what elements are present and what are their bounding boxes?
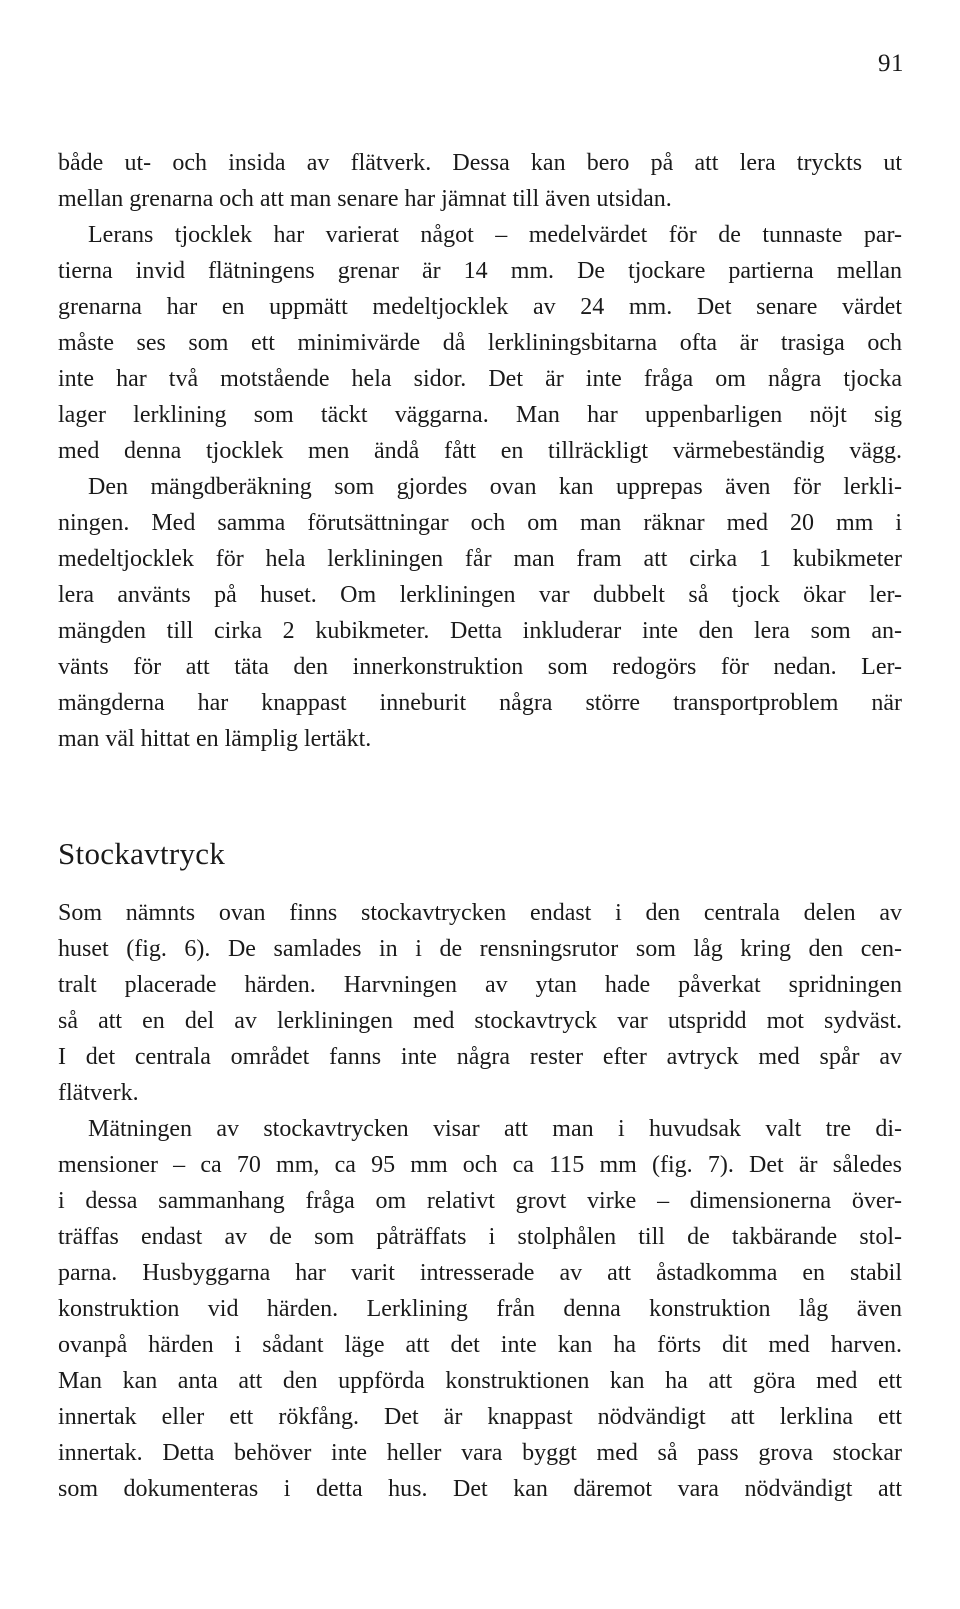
text-line: konstruktion vid härden. Lerklining från denna konstruktion låg även xyxy=(58,1296,902,1322)
text-line: mängden till cirka 2 kubikmeter. Detta inkluderar inte den lera som an- xyxy=(58,618,902,644)
text-line: Lerans tjocklek har varierat något – medelvärdet för de tunnaste par- xyxy=(88,222,902,248)
text-line: med denna tjocklek men ändå fått en tillräckligt värmebeständig vägg. xyxy=(58,438,902,464)
text-line: grenarna har en uppmätt medeltjocklek av 24 mm. Det senare värdet xyxy=(58,294,902,320)
text-line: I det centrala området fanns inte några rester efter avtryck med spår av xyxy=(58,1044,902,1070)
text-line: mensioner – ca 70 mm, ca 95 mm och ca 115 mm (fig. 7). Det är således xyxy=(58,1152,902,1178)
text-line: Den mängdberäkning som gjordes ovan kan upprepas även för lerkli- xyxy=(88,474,902,500)
text-line: så att en del av lerkliningen med stockavtryck var utspridd mot sydväst. xyxy=(58,1008,902,1034)
text-line: innertak. Detta behöver inte heller vara byggt med så pass grova stockar xyxy=(58,1440,902,1466)
text-line: innertak eller ett rökfång. Det är knappast nödvändigt att lerklina ett xyxy=(58,1404,902,1430)
text-line: mängderna har knappast inneburit några större transportproblem när xyxy=(58,690,902,716)
text-line: man väl hittat en lämplig lertäkt. xyxy=(58,726,372,752)
section-1-text xyxy=(58,145,902,757)
section-2-text xyxy=(58,895,902,1507)
text-line: lera använts på huset. Om lerkliningen var dubbelt så tjock ökar ler- xyxy=(58,582,902,608)
text-line: ningen. Med samma förutsättningar och om man räknar med 20 mm i xyxy=(58,510,902,536)
text-line: huset (fig. 6). De samlades in i de rensningsrutor som låg kring den cen- xyxy=(58,936,902,962)
text-line: tralt placerade härden. Harvningen av ytan hade påverkat spridningen xyxy=(58,972,902,998)
text-line: tierna invid flätningens grenar är 14 mm. De tjockare partierna mellan xyxy=(58,258,902,284)
text-line: träffas endast av de som påträffats i stolphålen till de takbärande stol- xyxy=(58,1224,902,1250)
text-line: måste ses som ett minimivärde då lerkliningsbitarna ofta är trasiga och xyxy=(58,330,902,356)
section-heading: Stockavtryck xyxy=(58,836,226,871)
text-line: parna. Husbyggarna har varit intresserade av att åstadkomma en stabil xyxy=(58,1260,902,1286)
text-line: flätverk. xyxy=(58,1080,139,1106)
text-line: inte har två motstående hela sidor. Det är inte fråga om några tjocka xyxy=(58,366,902,392)
text-line: ovanpå härden i sådant läge att det inte kan ha förts dit med harven. xyxy=(58,1332,902,1358)
text-line: mellan grenarna och att man senare har jämnat till även utsidan. xyxy=(58,186,672,212)
text-line: vänts för att täta den innerkonstruktion som redogörs för nedan. Ler- xyxy=(58,654,902,680)
page-number: 91 xyxy=(878,50,904,77)
text-line: Mätningen av stockavtrycken visar att man i huvudsak valt tre di- xyxy=(88,1116,902,1142)
text-line: som dokumenteras i detta hus. Det kan däremot vara nödvändigt att xyxy=(58,1476,902,1502)
text-line: Man kan anta att den uppförda konstruktionen kan ha att göra med ett xyxy=(58,1368,902,1394)
text-line: både ut- och insida av flätverk. Dessa kan bero på att lera tryckts ut xyxy=(58,150,902,176)
text-line: i dessa sammanhang fråga om relativt grovt virke – dimensionerna över- xyxy=(58,1188,902,1214)
text-line: medeltjocklek för hela lerkliningen får man fram att cirka 1 kubikmeter xyxy=(58,546,902,572)
text-line: Som nämnts ovan finns stockavtrycken endast i den centrala delen av xyxy=(58,900,902,926)
text-line: lager lerklining som täckt väggarna. Man har uppenbarligen nöjt sig xyxy=(58,402,902,428)
